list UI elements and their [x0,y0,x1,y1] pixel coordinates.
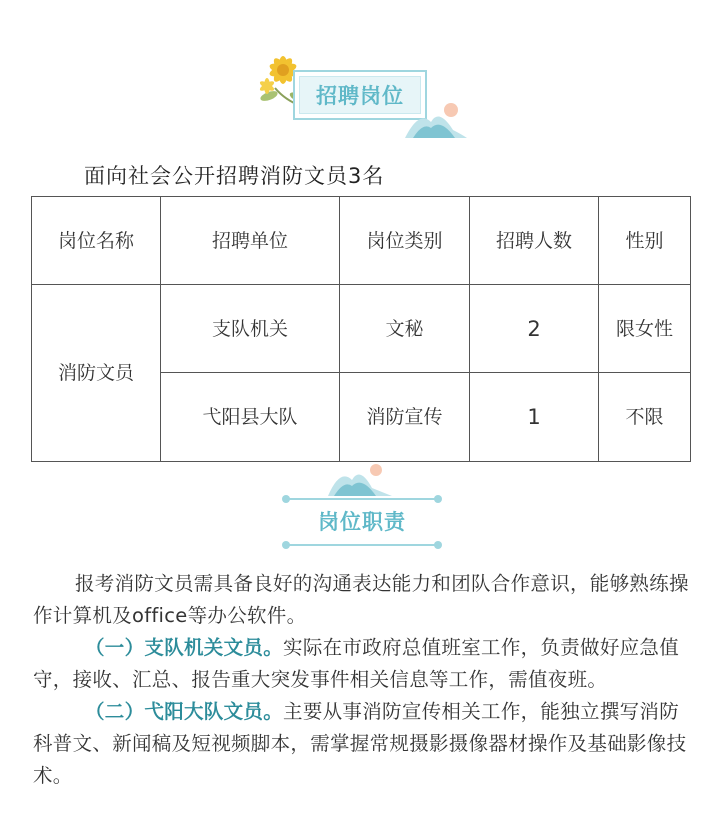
category-cell: 文秘 [340,285,470,373]
count-cell: 2 [470,285,599,373]
section-title: 岗位职责 [318,510,406,534]
duty-item-1-text: 实际在市政府总值班室工作，负责做好应急值守，接收、汇总、报告重大突发事件相关信息等工作，需值夜班。 [33,636,680,691]
unit-cell: 支队机关 [161,285,340,373]
duty-item-2-text: 主要从事消防宣传相关工作，能独立撰写消防科普文、新闻稿及短视频脚本，需掌握常规摄影摄像器材操作及基础影像技术。 [33,700,687,787]
section-banner-recruitment [255,48,470,140]
recruitment-table [31,196,691,462]
unit-cell: 弋阳县大队 [161,373,340,462]
table-row [32,285,691,373]
duties-text [33,568,693,792]
duty-item-1-title: （一）支队机关文员。 [85,636,284,659]
category-cell: 消防宣传 [340,373,470,462]
table-header-row [32,197,691,285]
header-category: 岗位类别 [340,197,470,285]
header-position: 岗位名称 [32,197,161,285]
section-title: 招聘岗位 [299,76,421,114]
duty-item-2 [33,696,693,792]
gender-cell: 不限 [599,373,691,462]
header-unit: 招聘单位 [161,197,340,285]
gender-cell: 限女性 [599,285,691,373]
page-headline: 面向社会公开招聘消防文员3名 [84,164,385,188]
section-banner-duties [282,462,442,552]
duties-intro: 报考消防文员需具备良好的沟通表达能力和团队合作意识，能够熟练操作计算机及office等办公软件。 [33,572,689,627]
header-gender: 性别 [599,197,691,285]
position-cell: 消防文员 [32,285,161,462]
mountain-decor-icon [405,100,467,140]
header-count: 招聘人数 [470,197,599,285]
count-cell: 1 [470,373,599,462]
duty-item-2-title: （二）弋阳大队文员。 [85,700,284,723]
duty-item-1 [33,632,693,696]
